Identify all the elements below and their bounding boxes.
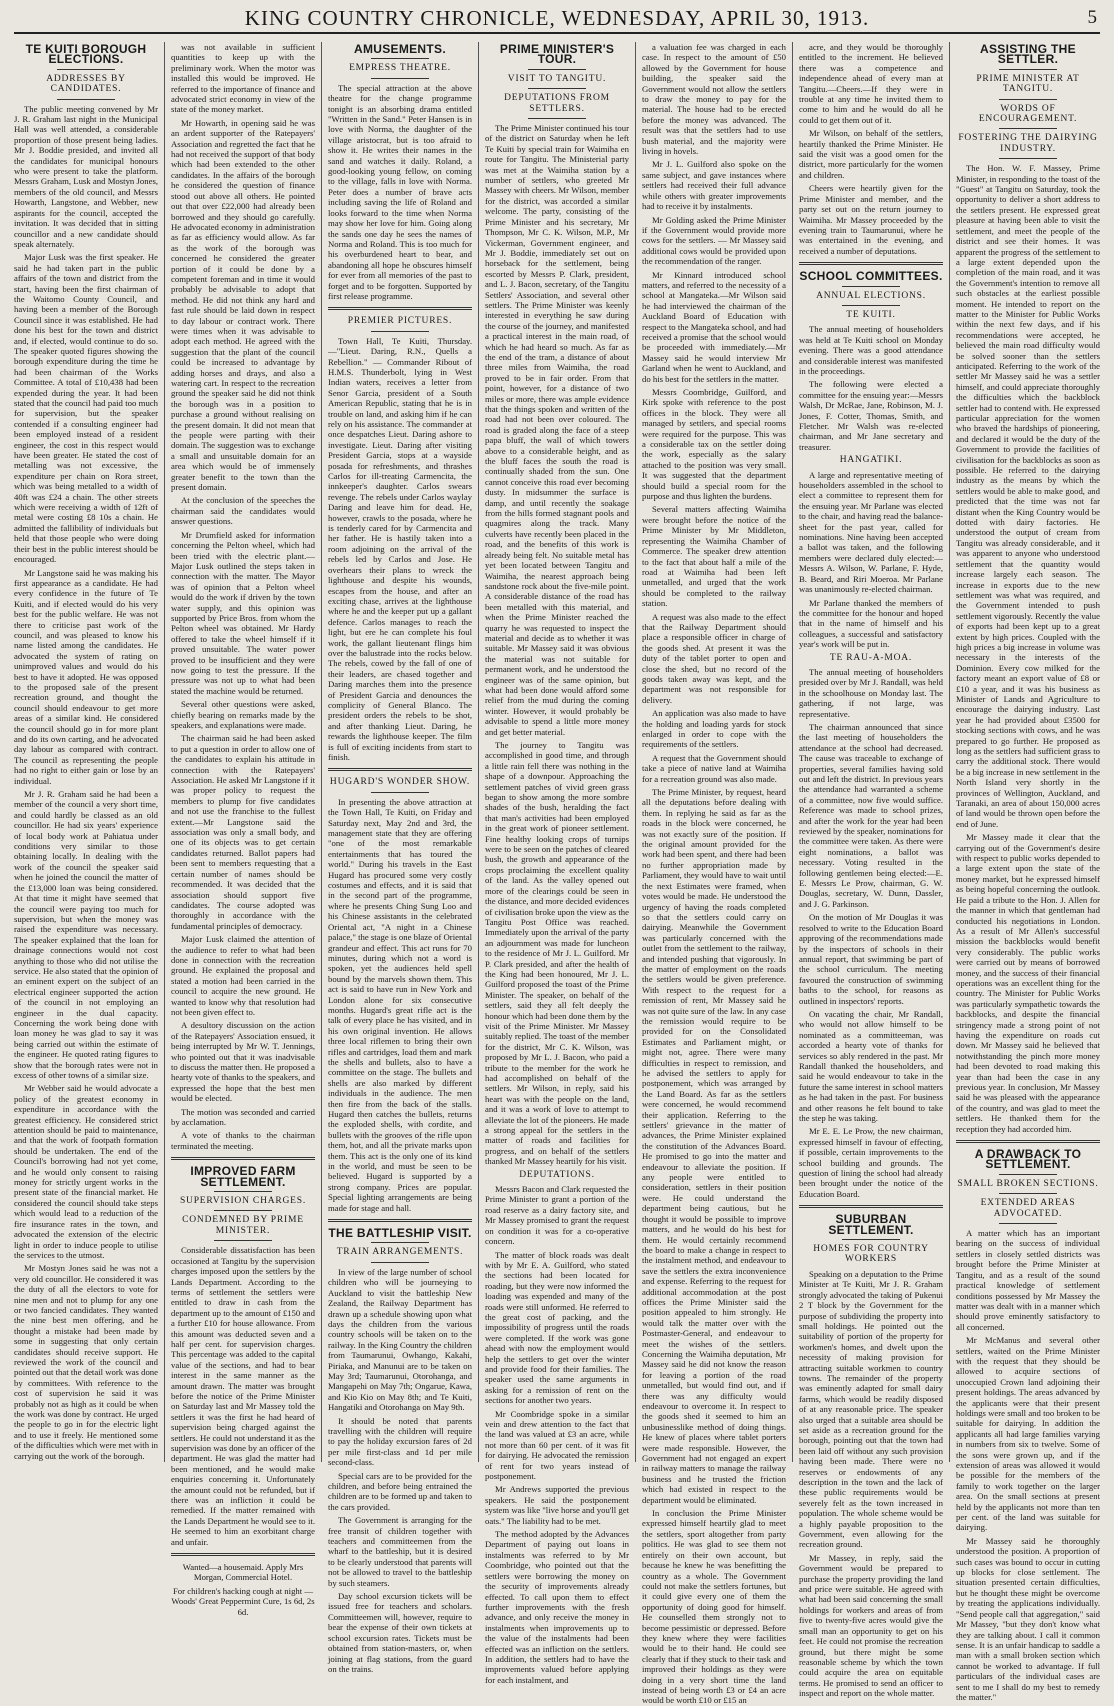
article-paragraph: The Prime Minister continued his tour of the district on Saturday when he left Te Kuiti by special train for Waimiha en route for Tangitu. The Ministerial party was met at the Waimiha station by a number of settlers, who greeted Mr Massey with cheers. Mr Wilson, member for the district, was accorded a similar welcome. The party, consisting of the Prime Minister and his secretary, Mr Thompson, Mr C. K. Wilson, M.P., Mr Vickerman, Government engineer, and Mr J. Boddie, immediately set out on horseback for the settlement, being escorted by Messrs P. Clark, president, and L. J. Bacon, secretary, of the Tangitu Settlers' Association, and several other settlers. The Prime Minister was keenly interested in everything he saw during the course of the journey, and manifested a practical interest in the main road, of which he had heard so much. As far as the end of the tram, a distance of about three miles from Waimiha, the road proved to be in fair order. From that point, however, for a distance of two miles or more, there was ample evidence that the things spoken and written of the road had not been over coloured. The road is graded along the face of a steep papa bluff, the wall of which towers above to a considerable height, and as the bluff faces the south the road is continually shaded from the sun. One cannot conceive this road ever becoming dusty. In midsummer the surface is damp, and until recently the soakage from the hills formed stagnant pools and quagmires along the track. Many culverts have recently been placed in the road, and the benefits of this work is already being felt. No suitable metal has yet been located between Tangitu and Waimiha, the nearest approach being sandstone rock about the five-mile point. A considerable distance of the road has been metalled with this material, and when the Prime Minister reached the quarry he was requested to inspect the material and decide as to whether it was suitable. Mr Massey said it was obvious the material was not suitable for permanent work, and he understood the engineer was of the same opinion, but what had been done would afford some relief from the mud during the coming winter. However, it would probably be advisable to spend a little more money and get better material. [485,123,629,737]
article-headline: A DRAWBACK TO SETTLEMENT. [974,1147,1082,1172]
article-separator [956,1140,1100,1143]
article-headline: SCHOOL COMMITTEES. [799,269,943,284]
divider [214,1191,272,1192]
article-headline: AMUSEMENTS. [354,42,446,56]
article-separator [328,768,472,771]
article-paragraph: The matter of block roads was dealt with by Mr E. A. Guilford, who stated the sections had been located for roading, but they were now informed the loading was expended and many of the roads were still unformed. He referred to the great cost of packing, and the impossibility of progress until the roads were completed. If the work was gone ahead with now the employment would help the settlers to get over the winter and provide food for their families. The speaker used the same arguments in asking for a remission of rent on the sections for another two years. [485,1249,629,1406]
article-paragraph: A request was also made to the effect that the Railway Department should place a responsible officer in charge of the goods shed. At present it was the duty of the tablet porter to open and close the shed, but no record of the goods taken away was kept, and the department was not responsible for delivery. [642,611,786,705]
divider [371,1262,429,1263]
article-paragraph: Mr Kinnard introduced school matters, and referred to the necessity of a school at Mangateka.—Mr Wilson said he had interviewed the chairman of the Auckland Board of Education with respect to the Mangateka school, and had received a promise that the school would be proceeded with immediately.—Mr Massey said he would interview Mr Garland when he went to Auckland, and do his best for the settlers in the matter. [642,269,786,384]
divider [528,118,586,119]
article-paragraph: The Hon. W. F. Massey, Prime Minister, in responding to the toast of the "Guest" at Tangitu on Saturday, took the opportunity to deliver a short address to the settlers present. He expressed great pleasure at having been able to visit the settlement, and meet the people of the district and see their homes. It was apparent the progress of the settlement to a large extent depended upon the completion of the main road, and it was the Government's intention to remove all such obstacles at the earliest possible moment. He intended to report on the matter to the Minister for Public Works within the next few days, and if his recommendations were accepted, he believed the main road difficulty would be solved sooner than the settlers anticipated. Referring to the work of the settler Mr Massey said he was a settler himself, and could appreciate thoroughly the difficulties which the backblock settler had to contend with. He expressed particular appreciation for the women who braved the hardships of pioneering, and declared it would be the duty of the Government to provide the facilities of civilisation for the backblocks as soon as possible. He referred to the dairying industry as the means by which the settlers would be able to make good, and predicted that the time was not far distant when the King Country would be dotted with dairy factories. He understood the output of cream from Tangitu was already considerable, and it was apparent to anyone who understood settlement that the quantity would increase largely each season. The increase in exports due to the new settlement was what was required, and the Government intended to push settlement vigorously. Recently the value of exports had been kept up to a great extent by high prices. Coupled with the high prices a big increase in volume was necessary in the interests of the Dominion. Every cow milked for the factory meant an export value of £8 or £10 a year, and it was his business as Minister of Lands and Agriculture to encourage the dairying industry. Last year he had provided about £3500 for stocking sections with cows, and he was prepared to go further. He proposed as long as the settlers had sufficient grass to carry the additional stock. There would be a big increase in new settlement in the North Island very shortly in the provinces of Wellington, Auckland, and Taranaki, an area of about 150,000 acres of land would be thrown open before the end of June. [956,163,1100,829]
article-paragraph: The method adopted by the Advances Department of paying out loans in instalments was referred to by Mr Coombridge, who pointed out that the settlers were borrowing the money on the security of improvements already effected. To call upon them to effect further improvements with the fresh advance, and only receive the money in instalments when improvements up to the value of the instalments had been effected was an infliction on the settlers. In addition, the settlers had to have the improvements valued before applying for each instalment, and [485,1529,629,1685]
divider [528,69,586,70]
article-separator [171,1157,315,1160]
divider [371,792,429,793]
divider [999,1174,1057,1175]
article-paragraph: Speaking on a deputation to the Prime Minister at Te Kuiti, Mr J. R. Graham strongly advocated the taking of Pukenui 2 T block by the Government for the purpose of subdividing the property into small holdings. He pointed out the suitability of portion of the property for workmen's homes, and dwelt upon the necessity of making provision for attracting suitable workmen to country towns. The remainder of the property was eminently adapted for small dairy farms, which would be readily disposed of at any reasonable price. The speaker also urged that a suitable area should be set aside as a recreation ground for the borough, pointing out that the town had been laid off without any such provision having been made. There were no reserves or endowments of any description in the town and the lack of these public requirements would be severely felt as the town increased in population. The whole scheme would be a highly payable proposition to the Government, even allowing for the recreation ground. [799,1268,943,1550]
article-headline: THE BATTLESHIP VISIT. [328,1226,472,1241]
article-subheading: DEPUTATIONS FROM SETTLERS. [504,93,610,114]
divider [999,69,1057,70]
article-paragraph: Mr McManus and several other settlers, waited on the Prime Minister with the request that they should be allowed to acquire sections of unoccupied Crown land adjoining their present holdings. The areas advanced by the applicants were that their present holdings were small and too broken to be suitable for dairying. In addition the applicants all had large families varying in numbers from six to twelve. Some of the sons were grown up, and if the extension of areas was allowed it would be possible for the members of the family to work together on the larger area. On the small sections at present held by the applicants not more than ten per cent. of the land was suitable for dairying. [956,1335,1100,1533]
divider [999,99,1057,100]
article-paragraph: acre, and they would be thoroughly entitled to the increment. He believed there was a competence and independence ahead of every man at Tangitu.—Cheers.—If they were in trouble at any time he invited them to come to him and he would do all he could to get them out of it. [799,42,943,125]
column-4 [478,42,635,1685]
article-separator [328,1219,472,1222]
article-subheading: SUPERVISION CHARGES. [179,1196,307,1207]
article-paragraph: On vacating the chair, Mr Randall, who would not allow himself to be nominated as a committeeman, was accorded a hearty vote of thanks for services so ably rendered in the past. Mr Randall thanked the householders, and said he would endeavour to take in the future the same interest in school matters as he had taken in the past. For business and other reasons he felt bound to take the step he was taking. [799,1008,943,1123]
column-1 [14,42,164,1462]
article-paragraph: A vote of thanks to the chairman terminated the meeting. [171,1130,315,1151]
article-paragraph: The Government is arranging for the free transit of children together with teachers and committeemen from the wharf to the battleship, but it is desired to be clearly understood that parents will not be allowed to travel to the battleship by such steamers. [328,1515,472,1588]
article-paragraph: Mr Massey said he thoroughly understood the position. A proportion of such cases was bound to occur in cutting up blocks for close settlement. The situation presented certain difficulties, but he thought these might be overcome by treating the applications individually. "Send people call that aggregation," said Mr Massey, "but they don't know what they are talking about. I call it common sense. It is an unfair handicap to saddle a man with a small broken section which cannot be worked to advantage. If full particulars of the individual cases are sent to me I shall do my best to remedy the matter." [956,1535,1100,1702]
article-paragraph: The chairman said he had been asked to put a question in order to allow one of the candidates to explain his attitude in connection with the Ratepayers' Association. He asked Mr Langstone if it was proper policy to request the members to plump for five candidates and not use the franchise to the fullest extent.—Mr Langstone said the association was only a small body, and one of its objects was to get certain candidates returned. Ballot papers had been sent to members requesting that a certain number of names should be recommended. It was decided that the association should support five candidates. The course adopted was thoroughly in accordance with the fundamental principles of democracy. [171,733,315,931]
divider [999,128,1057,129]
article-paragraph: Mr Coombridge spoke in a similar vein and drew attention to the fact that the land was valued at £3 an acre, while not more than 60 per cent. of it was fit for dairying. He advocated the remission of rent for two years instead of postponement. [485,1408,629,1482]
article-paragraph: Mr Massey, in reply, said the Government would be prepared to purchase the property providing the land and price were suitable. He agreed with what had been said concerning the small holdings for workers and areas of from five to twenty-five acres would give the small man an opportunity to get on his feet. He could not promise the recreation ground, but there might be some reasonable scheme by which the town could acquire the area on equitable terms. He promised to send an officer to inspect and report on the whole matter. [799,1552,943,1699]
article-separator [171,1553,315,1556]
article-paragraph: Mr Howarth, in opening said he was an ardent supporter of the Ratepayers' Association and regretted the fact that he had not received the support of that body which had been extended to the other candidates. In the affairs of the borough he considered the question of finance stood out above all others. He pointed out that over £22,000 had already been borrowed and they should go carefully. He advocated economy in administration as far as efficiency would allow. As far as the work of the borough was concerned he considered the greater portion of it could be done by a competent foreman and in time it would probably be advisable to adopt that method. He did not think any hard and fast rule should be laid down in respect to day labour or contract work. There were times when it was advisable to adopt each method. He agreed with the suggestion that the plant of the council could be increased to advantage by adding horses and drays, and also a watering cart. In respect to the recreation ground the speaker said he did not think the borough was in a position to purchase a ground without realising on the present domain. It did not mean that the people were parting with their domain. The suggestion was to exchange a small and unsuitable domain for an area which would be of immensely greater benefit to the town than the present domain. [171,117,315,493]
page-number: 5 [1087,7,1098,28]
article-paragraph: Town Hall, Te Kuiti, Thursday.—"Lieut. Daring, R.N., Quells a Rebellion." — Commander Ribout of H.M.S. Thunderbolt, lying in West Indian waters, receives a letter from Senor Garcia, president of a South American Republic, stating that he is in trouble on land, and asking him if he can rely on his assistance. The commander at once despatches Lieut. Daring ashore to investigate. Lieut. Daring after visiting President Garcia, stops at a wayside posada for refreshments, and thrashes Carlos for ill-treating Carmencita, the innkeeper's daughter. Carlos swears revenge. The rebels under Carlos waylay Daring and leave him for dead. He, however, crawls to the posada, where he is tenderly cared for by Carmencita and her father. He is hastily taken into a room adjoining on the arrival of the rebels led by Carlos and Jose. He overhears their plans to wreck the lighthouse and despite his wounds, escapes from the house, and after an exciting chase, arrives at the lighthouse where he and the keeper put up a gallant defence. Carlos manages to reach the light, but ere he can complete his foul work, the gallant lieutenant flings him over the balustrade into the rocks below. The rebels, cowed by the fall of one of their leaders, are chased together and Daring marches them into the presence of President Garcia and denounces the complicity of General Blanco. The president orders the rebels to be shot, and after thanking Lieut. Daring, he rewards the lighthouse keeper. The film is full of exciting incidents from start to finish. [328,335,472,762]
divider [57,99,115,100]
article-paragraph: Messrs Bacon and Clark requested the Prime Minister to grant a portion of the road reserve as a dairy factory site, and Mr Massey promised to grant the request on condition it was for a co-operative concern. [485,1184,629,1247]
article-subheading: DEPUTATIONS. [519,1169,595,1180]
masthead-title: KING COUNTRY CHRONICLE, WEDNESDAY, APRIL 30, 1913. [244,6,870,30]
article-subheading: TE RAU-A-MOA. [829,652,913,663]
article-paragraph: Mr J. L. Guilford also spoke on the same subject, and gave instances where settlers had received their full advance while others with greater improvements had to receive it by instalments. [642,159,786,212]
article-subheading: EMPRESS THEATRE. [349,63,451,74]
column-7 [949,42,1100,1702]
article-headline: TE KUITI BOROUGH ELECTIONS. [25,42,147,67]
article-subheading: ANNUAL ELECTIONS. [816,290,926,301]
article-paragraph: a valuation fee was charged in each case. In respect to the amount of £50 allowed by the Government for house building, the speaker said the Government would not allow the settlers to draw the money to pay for the material. The house had to be erected before the money was advanced. The result was that the settlers had to use bush material, and the majority were living in hovels. [642,42,786,157]
article-headline: ASSISTING THE SETTLER. [980,42,1076,67]
article-paragraph: A large and representative meeting of householders assembled in the school to elect a committee to represent them for the ensuing year. Mr Parlane was elected to the chair, and having read the balance-sheet for the past year, called for nominations. Nine having been accepted a ballot was taken, and the following members were declared duly elected:—Messrs A. Wilson, W. Parlane, F. Hyde, B. Beard, and Riri Moeroa. Mr Parlane was unanimously re-elected chairman. [799,469,943,595]
divider [214,1240,272,1241]
article-paragraph: Special cars are to be provided for the children, and before being entrained the children are to be formed up and taken to the cars provided. [328,1470,472,1512]
article-paragraph: Mr Webber said he would advocate a policy of the greatest economy in expenditure in accordance with the greatest efficiency. He considered strict attention should be paid to maintenance, and that the work of footpath formation should be undertaken. The end of the Council's borrowing had not yet come, and he would only consent to raising money for strictly urgent works in the present state of the financial market. He considered the council should take steps which would lead to a reduction of the fire insurance rates in the town, and advocated the extension of the electric light in order to induce people to utilise the services to the utmost. [14,1083,158,1260]
divider [371,78,429,79]
article-paragraph: was not available in sufficient quantities to keep up with the preliminary work. When the motor was installed this would be improved. He referred to the importance of finance and advocated strict economy in view of the state of the money market. [171,42,315,115]
article-paragraph: A matter which has an important bearing on the success of individual settlers in closely settled districts was brought before the Prime Minister at Tangitu, and as a result of the sound practical knowledge of settlement conditions possessed by Mr Massey the matter was dealt with in a manner which should prove eminently satisfactory to all concerned. [956,1228,1100,1332]
article-paragraph: The Prime Minister, by request, heard all the deputations before dealing with them. In replying he said as far as the roads in the block were concerned, he was not exactly sure of the position. If the original amount provided for the work had been spent, and there had been no further appropriation made by Parliament, they would have to wait until the next Estimates were framed, when votes would be made. He understood the urgency of having the roads completed so that the settlers could carry on dairying. Meanwhile the Government was particularly concerned with the outlet from the settlement to the railway, and intended pushing that vigorously. In the matter of employment on the roads the settlers would be given preference. With respect to the request for a remission of rent, Mr Massey said he was not quite sure of the law. In any case the remission would require to be provided for on the Consolidated Estimates and Parliament might, or might not, agree. There were many difficulties in respect to remission, and he advised the settlers to apply for postponement, which was arranged by the Land Board. As far as the settlers were concerned, he would recommend their application. Referring to the settlers' grievance in the matter of advances, the Prime Minister explained the constitution of the Advances Board. He promised to go into the matter and endeavour to alleviate the position. If any people were entitled to consideration, settlers in their position were. He could understand the department being cautious, but he thought it would be possible to improve matters, and he would do his best for them. He would certainly recommend the board to make a change in respect to the instalment method, and endeavour to save the settlers the extra inconvenience and expense. Referring to the request for additional accommodation at the post offices the Prime Minister said the position appealed to him strongly. He would talk the matter over with the Postmaster-General, and endeavour to meet the wishes of the settlers. Concerning the Waimiha deputation, Mr Massey said he did not know the reason for leaving a portion of the road unmetalled, but would find out, and if there was any difficulty would endeavour to overcome it. In respect to the goods shed it seemed to him an unbusinesslike method of doing things. He knew of places where tablet porters were made responsible. However, the Government had not engaged an expert in railway matters to manage the railway business and he trusted the friction which had existed in respect to the department would be eliminated. [642,787,786,1505]
divider [371,58,429,59]
article-subheading: HANGATIKI. [839,455,903,466]
article-paragraph: Major Lusk was the first speaker. He said he had taken part in the public affairs of the town and district from the start, having been the first chairman of the Waitomo County Council, and having been a member of the Borough Council since it was established. He had done his best for the town and district and, if elected, would continue to do so. The speaker quoted figures showing the borough expenditure during the time he had been chairman of the Works Committee. A total of £10,438 had been expended during the year. It had been stated that the council had paid too much for supervision, but the speaker contended if a consulting engineer had been employed instead of a resident engineer, the cost in this respect would have been greater. He stated the cost of metalling was not excessive, the expenditure per chain on Rora street, which was being metalled to a width of 40ft was £24 a chain. The other streets which were receiving a width of 12ft of metal were costing £8 10s a chain. He admitted the fallibility of individuals but held that those people who were doing their best in the public interest should be encouraged. [14,252,158,565]
article-subheading: PRIME MINISTER AT TANGITU. [976,73,1080,95]
article-headline: IMPROVED FARM SETTLEMENT. [190,1164,296,1189]
divider [57,69,115,70]
classified-ad: Wanted—a housemaid. Apply Mrs Morgan, Commercial Hotel. [182,1562,304,1583]
article-subheading: SMALL BROKEN SECTIONS. [957,1178,1099,1189]
article-paragraph: The following were elected a committee for the ensuing year:—Messrs Walsh, Dr McRae, Jane, Robinson, M. J. Jones, F. Cotter, Thomas, Smith, and Fletcher. Mr Walsh was re-elected chairman, and Mr Jane secretary and treasurer. [799,379,943,452]
article-paragraph: The annual meeting of householders was held at Te Kuiti school on Monday evening. There was a good attendance and considerable interest was manifested in the proceedings. [799,324,943,376]
article-paragraph: Messrs Coombridge, Guilford, and Kirk spoke with reference to the post offices in the block. They were all managed by settlers, and special rooms were required for the purpose. This was a considerable tax on the settler doing the work, especially as the salary attached to the position was very small. It was suggested that the department should build a special room for the purpose and thus lighten the burdens. [642,387,786,502]
article-paragraph: Cheers were heartily given for the Prime Minister and member, and the party set out on the return journey to Waimiha. Mr Massey proceeded by the evening train to Taumarunui, where he was entertained in the evening, and received a number of deputations. [799,183,943,256]
divider [371,331,429,332]
article-paragraph: Mr J. R. Graham said he had been a member of the council a very short time, and could hardly be classed as an old councillor. He had six years' experience of local body work at Pahiatua under conditions very similar to those obtaining locally. In dealing with the work of the council the speaker said when he joined the council the matter of the £13,000 loan was being considered. At that time it might have seemed that the council were paying too much for supervision, but when the money was raised the expenditure was necessary. The speaker explained that the loan for drainage connections would not cost anything to those who did not utilise the service. He also stated that the opinion of an eminent expert on the subject of an electrical engineer supported the action of the council in not employing an engineer in the dual capacity. Concerning the work being done with loan money he was glad to say it was being carried out within the estimate of the engineer. He quoted rating figures to show that the borough rates were not in excess of other towns of a similar size. [14,789,158,1080]
article-subheading: EXTENDED AREAS ADVOCATED. [980,1198,1076,1219]
article-subheading: VISIT TO TANGITU. [507,73,607,84]
article-paragraph: The annual meeting of householders presided over by Mr J. Randall, was held in the schoolhouse on Monday last. The gathering, if not large, was representative. [799,666,943,719]
article-paragraph: In view of the large number of school children who will be journeying to Auckland to visit the battleship New Zealand, the Railway Department has drawn up a schedule showing upon what days the children from the various country schools will be taken on to the railway. In the King Country the children from Taumarunui, Owhango, Kakahi, Piriaka, and Manunui are to be taken on May 3rd; Taumarunui, Otorohanga, and Mangapehi on May 7th; Ongarue, Kawa, and Kio Kio on May 8th; and Te Kuiti, Hangatiki and Otorohanga on May 9th. [328,1266,472,1413]
article-subheading: WORDS OF ENCOURAGEMENT. [978,103,1078,125]
divider [999,1223,1057,1224]
article-separator [799,262,943,265]
article-paragraph: An application was also made to have the holding and loading yards for stock enlarged in order to cope with the requirements of the settlers. [642,708,786,750]
article-paragraph: The special attraction at the above theatre for the change programme tonight is an absorbing drama entitled "Written in the Sand." Peter Hansen is in love with Norma, the daughter of the village aristocrat, but is too afraid to show it. He writes their names in the sand and watches it daily. Roland, a good-looking young fellow, on coming to the village, falls in love with Norma. Peter does a number of brave acts including saving the life of Roland and looks forward to the time when Norma may show her love for him. Going along the sands one day he sees the names of Norma and Roland. This is too much for his overburdened heart to bear, and abandoning all hope he obscures himself for ever from all memories of the past to forget and to be forgotten. Supported by first release programme. [328,82,472,301]
column-2 [164,42,321,1617]
divider [999,1193,1057,1194]
article-separator [328,307,472,310]
article-headline: PRIME MINISTER'S TOUR. [499,42,615,67]
article-subheading: TE KUITI. [846,309,896,320]
article-subheading: PREMIER PICTURES. [347,316,453,327]
article-paragraph: Several other questions were asked, chiefly bearing on remarks made by the speakers, and explanations were made. [171,699,315,730]
column-5 [635,42,792,1706]
article-paragraph: A request that the Government should take a piece of native land at Waimiha for a recreation ground was also made. [642,752,786,784]
column-3 [321,42,478,1674]
article-paragraph: Major Lusk claimed the attention of the audience to refer to what had been done in connection with the recreation ground. He explained the proposal and stated a motion had been carried in the council to acquire the new ground. He wanted to know why that resolution had not been given effect to. [171,934,315,1017]
article-paragraph: The journey to Tangitu was accomplished in good time, and through a little rain fell there was nothing in the shape of a downpour. Approaching the settlement patches of vivid green grass began to show among the more sombre shades of the bush, heralding the fact that man's activities had been employed in the great work of pioneer settlement. Fine healthy looking crops of turnips were to be seen on the patches of cleared bush, the growth and appearance of the crops proclaiming the excellent quality of the land. As the valley opened out more of the clearings could be seen in the distance, and more decided evidences of civilisation broke upon the view as the Tangitu Post Office was reached. Immediately upon the arrival of the party an adjournment was made for luncheon to the residence of Mr J. L. Guilford. Mr P. Clark presided, and after the health of the King had been honoured, Mr J. L. Guilford proposed the toast of the Prime Minister. The speaker, on behalf of the settlers, said they all felt deeply the honour which had been done them by the visit of the Prime Minister. Mr Massey suitably replied. The toast of the member for the district, Mr C. K. Wilson, was proposed by Mr L. J. Bacon, who paid a tribute to the member for the work he had accomplished on behalf of the settlers. Mr Wilson, in reply, said his heart was with the people on the land, and it was a work of love to attempt to alleviate the lot of the pioneers. He made a strong appeal for the settlers in the matter of roads and facilities for progress, and on behalf of the settlers thanked Mr Massey heartily for his visit. [485,740,629,1167]
classified-ads [171,1562,315,1617]
article-paragraph: On the motion of Mr Douglas it was resolved to write to the Education Board approving of the recommendations made by the inspectors of schools in their annual report, that swimming be part of the school curriculum. The meeting favoured the construction of swimming baths to the school, for reasons as outlined in inspectors' reports. [799,912,943,1006]
article-paragraph: A desultory discussion on the action of the Ratepayers' Association ensued, it being interrupted by Mr W. T. Jennings, who pointed out that it was inadvisable to discuss the matter then. He proposed a hearty vote of thanks to the speakers, and expressed the hope that the best men would be elected. [171,1020,315,1104]
article-paragraph: Mr E. E. Le Prow, the new chairman, expressed himself in favour of effecting, if possible, certain improvements to the school building and grounds. The question of lining the school had already been brought under the notice of the Education Board. [799,1126,943,1199]
article-paragraph: Mr Andrews supported the previous speakers. He said the postponement system was like "live horse and you'll get oats." The liability had to be met. [485,1484,629,1526]
article-paragraph: The public meeting convened by Mr J. R. Graham last night in the Municipal Hall was well attended, a considerable proportion of those present being ladies. Mr J. Boddie presided, and invited all the candidates for municipal honours who were present to take the platform. Messrs Graham, Lusk and Mostyn Jones, members of the old council, and Messrs Howarth, Langstone, and Webber, new aspirants for the council, accepted the invitation. It was decided that in sitting councillor and a new candidate should speak alternately. [14,103,158,249]
divider [528,88,586,89]
column-6 [792,42,949,1699]
article-subheading: HUGARD'S WONDER SHOW. [329,777,471,788]
article-subheading: FOSTERING THE DAIRYING INDUSTRY. [958,133,1098,154]
masthead [14,6,1100,34]
divider [214,1210,272,1211]
article-paragraph: Mr Massey made it clear that the carrying out of the Government's desire with respect to public works depended to a large extent upon the state of the money market, but he expressed himself as being hopeful concerning the outlook. He paid a tribute to the Hon. J. Allen for the manner in which that gentleman had conducted his negotiations in London. As a result of Mr Allen's successful mission the backblocks would benefit very considerably. The public works were carried out by means of borrowed money, and the success of their financial operations was an excellent thing for the country. The Minister for Public Works was particularly sympathetic towards the backblocks, and despite the financial stringency made a strong point of not having the expenditure on roads cut down. Mr Massey said he believed that notwithstanding the pinch more money had been devoted to road making this year than had been the case in any previous year. In conclusion, Mr Massey said he was pleased with the appearance of the country, and was glad to meet the settlers. He thanked them for the reception they had accorded him. [956,832,1100,1134]
article-paragraph: Mr Drumfield asked for information concerning the Pelton wheel, which had been tried with the electric plant.—Major Lusk outlined the steps taken in connection with the matter. The Mayor was of opinion that a Pelton wheel would do the work if driven by the town water supply, and this opinion was supported by Price Bros. from whom the Pelton wheel was obtained. Mr Hardy offered to take the wheel himself if it proved unsuitable. The water power proved to be insufficient and they were now going to test the pressure. If the pressure was not up to what had been stated the machine would be returned. [171,529,315,696]
divider [371,1242,429,1243]
divider [842,305,900,306]
divider [842,1239,900,1240]
article-paragraph: In presenting the above attraction at the Town Hall, Te Kuiti, on Friday and Saturday next, May 2nd and 3rd, the management state that they are offering "one of the most remarkable entertainments that has toured the world." During his travels in the East Hugard has procured some very costly costumes and effects, and it is said that in the second part of the programme, where he presents Ching Sung Loo and his Chinese assistants in the celebrated Oriental act, "A night in a Chinese palace," the stage is one blaze of Oriental grandeur and effect. This act runs for 70 minutes, during which not a word is spoken, yet the audiences held spell bound by the marvels shown them. This act is said to have run in New York and London alone for six consecutive months. Hugard's great rifle act is the talk of every place he has visited, and in his own original invention. He allows three local riflemen to bring their own rifles and cartridges, load them and mark the shells and bullets, also to have a committee on the stage. The bullets and shells are also marked by different individuals in the audience. The men then fire from the back of the stalls. Hugard then catches the bullets, returns the exploded shells, with cordite, and bullets with the grooves of the rifle upon them, hot, and all the private marks upon them. This act is the only one of its kind in the world, and must be seen to be believed. Hugard is supported by a strong company. Prices are popular. Special lighting arrangements are being made for stage and hall. [328,796,472,1213]
article-paragraph: Mr Mostyn Jones said he was not a very old councillor. He considered it was the duty of all the electors to vote for nine men and not to plump for any one or two fancied candidates. They wanted the nine best men offering, and he thought a mistake had been made by some in suggesting that only certain candidates should receive support. He reviewed the work of the council and pointed out that the detail work was done by committees. With reference to the cost of supervision he said it was probably not as high as it could be when the work was done by contract. He urged the people to go in for the electric light and to use it freely. He mentioned some of the difficulties which were met with in carrying out the work of the borough. [14,1263,158,1461]
article-paragraph: It should be noted that parents travelling with the children will require to pay the holiday excursion fares of 2d per mile first-class and 1d per mile second-class. [328,1415,472,1468]
divider [842,286,900,287]
article-subheading: TRAIN ARRANGEMENTS. [336,1247,464,1258]
article-paragraph: Considerable dissatisfaction has been occasioned at Tangitu by the supervision charges imposed upon the settlers by the Lands Department. According to the terms of settlement the settlers were entitled to draw in cash from the department up to the amount of £150 and a further £10 for house allowance. From this amount was deducted seven and a half per cent. for supervision charges. This percentage was added to the capital value of the sections, and had to bear interest in the same manner as the amount drawn. The matter was brought before the notice of the Prime Minister on Saturday last and Mr Massey told the settlers it was the first he had heard of supervision being charged against the settlers. He could not understand it as the supervision was done by an officer of the department. He was glad the matter had been mentioned, and he would make enquiries concerning it. Unfortunately the amount could not be refunded, but if there was an infliction it could be remedied. If the matter remained with the Lands Department he would see to it. He seemed to him an exorbitant charge and unfair. [171,1245,315,1547]
article-headline: SUBURBAN SETTLEMENT. [828,1212,914,1237]
article-subheading: CONDEMNED BY PRIME MINISTER. [182,1215,304,1236]
article-paragraph: Several matters affecting Waimiha were brought before the notice of the Prime Minister by Mr Middleton, representing the Waimiha Chamber of Commerce. The speaker drew attention to the fact that about half a mile of the road at Waimiha had been left unmetalled, and urged that the work should be completed to the railway station. [642,504,786,609]
article-paragraph: Mr Langstone said he was making his first appearance as a candidate. He had every confidence in the future of Te Kuiti, and if elected would do his very best for the public welfare. He was not there to criticise past work of the council, and was pleased to know his name listed among the candidates. He advocated the system of rating on unimproved values and would do his best to have it adopted. He was opposed to the proposed sale of the present recreation ground, and thought the council should endeavour to get more areas of a similar kind. He considered the council should go in for more plant and do its own carting, and he advocated day labour as compared with contract. The council as representing the people had no right to either gain or lose by an individual. [14,567,158,786]
article-paragraph: The chairman announced that since the last meeting of householders the attendance at the school had decreased. The cause was traceable to exchange of properties, several families having sold out and left the district. In previous years the attendance had warranted a scheme of a committee, now five would suffice. Reference was made to school prizes, and after the work for the year had been reviewed by the speaker, nominations for the committee were taken. As there were eight nominations, a ballot was necessary. Voting resulted in the following gentlemen being elected:—E. E. Messrs Le Prow, chairman, G. W. Douglas, secretary, W. Dunn, Dassler, and J. G. Parkinson. [799,721,943,909]
article-subheading: ADDRESSES BY CANDIDATES. [46,73,126,95]
article-paragraph: Day school excursion tickets will be issued free for teachers and scholars. Committeemen will, however, require to bear the expense of their own tickets at school excursion rates. Tickets must be obtained from station-masters, or, when joining at flag stations, from the guard on the trains. [328,1591,472,1674]
article-paragraph: Mr Parlane thanked the members of the committee for the honour and hoped that in the name of himself and his colleagues, a successful and satisfactory year's work will be put in. [799,597,943,650]
article-paragraph: Mr Golding asked the Prime Minister if the Government would provide more cows for the settlers. — Mr Massey said additional cows would be provided upon the recommendation of the ranger. [642,214,786,267]
divider [999,158,1057,159]
columns-container [14,42,1100,1706]
article-paragraph: The motion was seconded and carried by acclamation. [171,1106,315,1128]
article-subheading: HOMES FOR COUNTRY WORKERS [813,1244,929,1265]
classified-ad: For children's hacking cough at night — Woods' Great Peppermint Cure, 1s 6d, 2s 6d. [171,1585,315,1617]
article-paragraph: Mr Wilson, on behalf of the settlers, heartily thanked the Prime Minister. He said the visit was a good omen for the district, more particularly for the women and children. [799,128,943,180]
article-paragraph: At the conclusion of the speeches the chairman said the candidates would answer questions. [171,495,315,527]
article-separator [799,1205,943,1208]
article-paragraph: In conclusion the Prime Minister expressed himself heartily glad to meet the settlers, sport altogether from party politics. He was glad to see them not entirely on their own account, but because he knew he was benefitting the country as a whole. The Government could not make the settlers fortunes, but it could give every one of them the opportunity of doing good for himself. He counselled them strongly not to become pessimistic or depressed. Before they knew where they were facilities would be to their hand. He could see clearly that if they stuck to their task and improved their holdings as they were doing in a very short time the land instead of being worth £3 or £4 an acre would be worth £10 or £15 an [642,1508,786,1706]
